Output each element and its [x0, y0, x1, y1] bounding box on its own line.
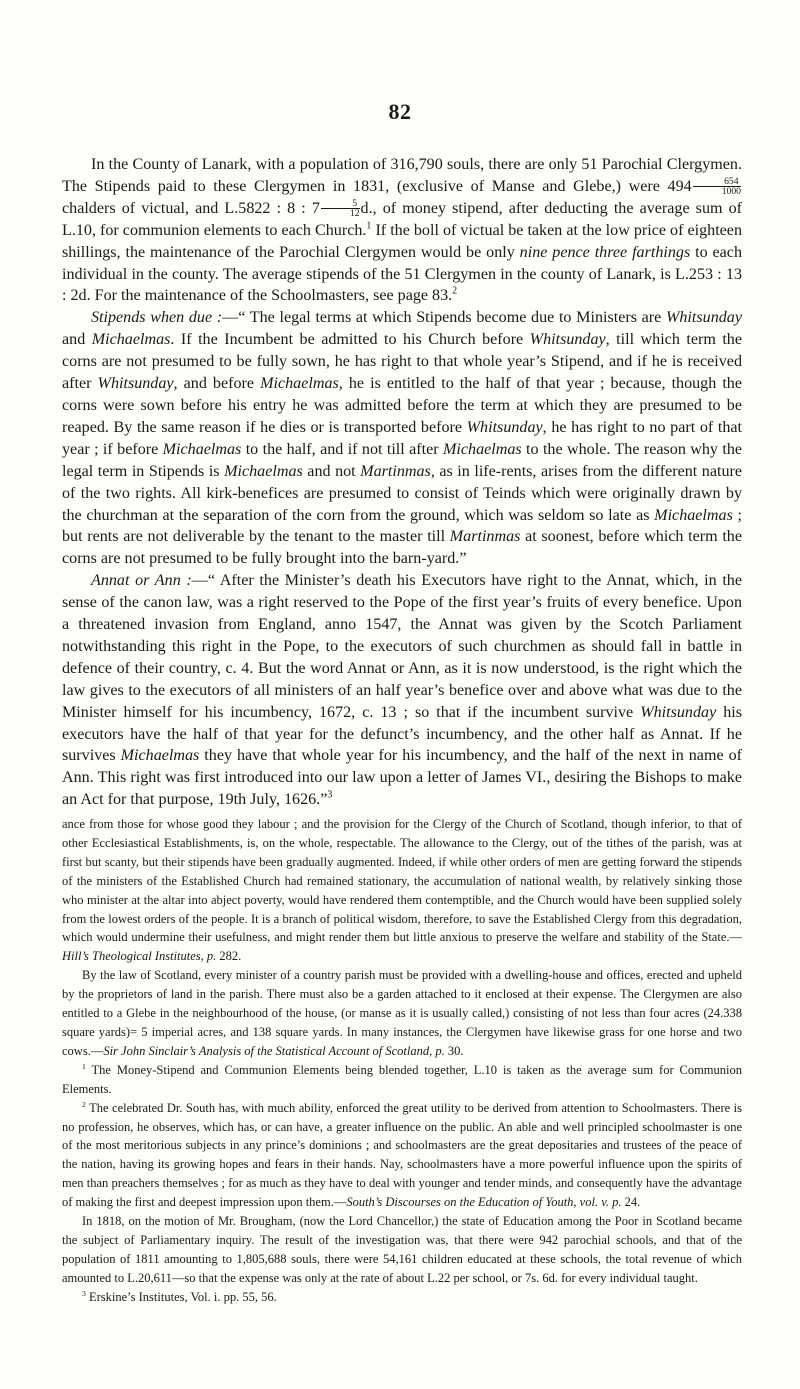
italic-term: Michaelmas — [654, 506, 733, 524]
text-run: to each individual in the county. The average stipends of the 51 Clergymen in the county of Lanark, is L.253 : 13 : 2d. For the maintenance of the Schoolmasters, see page 83. — [62, 243, 742, 305]
citation: Sir John Sinclair’s Analysis of the Statistical Account of Scotland, p. — [103, 1043, 445, 1058]
text-run: they have that whole year for his incumbency, and the half of the next in name of Ann. This right was first introduced into our law upon a letter of James VI., desiring the Bishops to make an Act for that purpose, 19th July, 1626.” — [62, 747, 742, 809]
footnote-2-continued — [62, 1212, 742, 1288]
text-run: , he has right to no part of that year ; if before — [62, 418, 742, 458]
text-run: to the whole. The reason why the legal term in Stipends is — [62, 440, 743, 480]
text-run: ; but rents are not deliverable by the tenant to the master till — [62, 506, 742, 546]
italic-term: Michaelmas — [443, 440, 522, 458]
section-heading: Annat or Ann : — [91, 572, 192, 590]
footnote-ref-1: 1 — [366, 220, 372, 232]
footnote-3 — [62, 1288, 742, 1307]
text-run: —“ The legal terms at which Stipends become due to Ministers are — [222, 309, 666, 327]
footnote-marker: 2 — [82, 1099, 86, 1109]
italic-term: Martinmas — [449, 528, 521, 546]
footnote-marker: 3 — [82, 1288, 86, 1298]
italic-term: Whitsunday — [466, 418, 543, 436]
fraction-denominator: 1000 — [721, 186, 741, 198]
footnote-continuation — [62, 815, 742, 966]
italic-term: Michaelmas — [224, 462, 303, 480]
italic-term: Whitsunday — [97, 375, 174, 393]
text-run: chalders of victual, and L.5822 : 8 : 7 — [62, 199, 320, 217]
fraction-pence — [321, 199, 360, 218]
footnote-2 — [62, 1099, 742, 1212]
section-heading: Stipends when due : — [91, 309, 223, 327]
text-run: 282. — [216, 949, 242, 964]
footnotes — [62, 815, 742, 1307]
italic-text: nine pence three farthings — [519, 243, 691, 261]
fraction-chalders — [693, 177, 741, 196]
page-number: 82 — [388, 99, 412, 124]
paragraph-lanark-stipends — [62, 154, 742, 307]
italic-term: Whitsunday — [665, 309, 742, 327]
text-run: , till which term the corns are not presumed to be fully sown, he has right to that whole year’s Stipend, and if he is received after — [62, 331, 742, 393]
text-run: , as in life-rents, arises from the different nature of the two rights. All kirk-benefices are presumed to consist of Teinds which were originally drawn by the churchman at the separation of the corn from the ground, which was seldom so late as — [62, 462, 743, 524]
italic-term: Whitsunday — [529, 331, 606, 349]
text-run: his executors have the half of that year for the defunct’s incumbency, and the other half as Annat. If he survives — [62, 703, 743, 765]
footnote-glebe — [62, 966, 742, 1061]
text-run: —“ After the Minister’s death his Executors have right to the Annat, which, in the sense of the canon law, was a right reserved to the Pope of the first year’s fruits of every benefice. Upon a threatened invasion from England, anno 1547, the Annat was given by the Scotch Parliament notwithstanding this right in the Pope, to the executors of such churchmen as should fall in battle in defence of their country, c. 4. But the word Annat or Ann, as it is now understood, is the right which the law gives to the executors of all ministers of an half year’s benefice over and above what was due to the Minister himself for his incumbency, 1672, c. 13 ; so that if the incumbent survive — [62, 572, 742, 721]
fraction-numerator: 654 — [693, 177, 741, 187]
italic-term: Whitsunday — [640, 703, 717, 721]
fraction-denominator: 12 — [349, 208, 360, 220]
text-run: In 1818, on the motion of Mr. Brougham, (now the Lord Chancellor,) the state of Education among the Poor in Scotland became the subject of Parliamentary inquiry. The result of the investigation was, that there were 942 parochial schools, and that of the population of 1811 amounting to 1,805,688 souls, there were 54,161 children educated at these schools, the total revenue of which amounted to L.20,611—so that the expense was only at the rate of about L.22 per school, or 7s. 6d. for every individual taught. — [62, 1214, 742, 1285]
paragraph-stipends-when-due — [62, 307, 742, 570]
footnote-marker: 1 — [82, 1061, 86, 1071]
text-run: Erskine’s Institutes, Vol. i. pp. 55, 56. — [85, 1289, 277, 1304]
text-run: The Money-Stipend and Communion Elements being blended together, L.10 is taken as the average sum for Communion Elements. — [62, 1062, 742, 1096]
text-run: By the law of Scotland, every minister of a country parish must be provided with a dwelling-house and offices, erected and upheld by the proprietors of land in the parish. There must also be a garden attached to it enclosed at their expense. The Clergymen are also entitled to a Glebe in the neighbourhood of the house, (or manse as it is usually called,) consisting of not less than four acres (24.338 square yards)= 5 imperial acres, and 138 square yards. In many instances, the Clergymen have likewise grass for one horse and two cows.— — [62, 968, 742, 1058]
italic-term: Michaelmas — [91, 331, 171, 349]
text-run: ance from those for whose good they labour ; and the provision for the Clergy of the Church of Scotland, though inferior, to that of other Ecclesiastical Establishments, is, on the whole, respectable. The allowance to the Clergy, out of the tithes of the parish, was at first but scanty, but their stipends have been gradually augmented. Indeed, if while other orders of men are getting forward the stipends of the ministers of the Established Church had remained stationary, the accumulation of national wealth, by relatively sinking those who minister at the altar into abject poverty, would have rendered them contemptible, and the Church would have been supplied solely from the lowest orders of the people. It is a branch of political wisdom, therefore, to save the Established Clergy from this degradation, which would undermine their usefulness, and might render them but little anxious to preserve the welfare and stability of the State.— — [62, 817, 742, 945]
text-run: . If the Incumbent be admitted to his Church before — [170, 331, 530, 349]
footnote-ref-3: 3 — [327, 789, 333, 801]
footnote-1 — [62, 1061, 742, 1099]
text-run: 24. — [621, 1195, 641, 1210]
text-run: , and before — [173, 375, 261, 393]
italic-term: Michaelmas — [260, 375, 339, 393]
text-run: at soonest, before which term the corns are not presumed to be fully brought into the barn-yard.” — [62, 528, 742, 568]
text-run: If the boll of victual be taken at the low price of eighteen shillings, the maintenance of the Parochial Clergymen would be only — [62, 221, 742, 261]
paragraph-annat-or-ann — [62, 570, 742, 811]
text-run: In the County of Lanark, with a population of 316,790 souls, there are only 51 Parochial Clergymen. The Stipends paid to these Clergymen in 1831, (exclusive of Manse and Glebe,) were 494 — [62, 156, 742, 195]
italic-term: Michaelmas — [162, 440, 242, 458]
main-text — [62, 154, 742, 811]
text-run: The celebrated Dr. South has, with much ability, enforced the great utility to be derived from attention to Schoolmasters. There is no profession, he observes, which has, or can have, a greater influence on the public. An able and well principled schoolmaster is one of the most meritorious subjects in any prince’s dominions ; and schoolmasters are the great depositaries and trustees of the peace of the nation, having its growing hopes and fears in their hands. Nay, schoolmasters have a more powerful influence upon the spirits of men than preachers themselves ; for as much as they have to deal with younger and tender minds, and consequently have the advantage of making the first and deepest impression upon them.— — [62, 1100, 742, 1210]
italic-term: Martinmas — [360, 462, 431, 480]
footnote-ref-2: 2 — [452, 286, 458, 298]
italic-term: Michaelmas — [120, 747, 200, 765]
text-run: 30. — [444, 1043, 464, 1058]
fraction-numerator: 5 — [321, 199, 360, 209]
citation: Hill’s Theological Institutes, p. — [62, 949, 217, 964]
text-run: and — [62, 331, 92, 349]
text-run: , he is entitled to the half of that year ; because, though the corns were sown before his entry he was admitted before the term at which they are presumed to be reaped. By the same reason if he dies or is transported before — [62, 375, 742, 436]
text-run: d., of money stipend, after deducting the average sum of L.10, for communion elements to each Church. — [62, 199, 743, 239]
text-run: and not — [302, 462, 361, 480]
citation: South’s Discourses on the Education of Youth, vol. v. p. — [346, 1195, 622, 1210]
text-run: to the half, and if not till after — [241, 440, 443, 458]
